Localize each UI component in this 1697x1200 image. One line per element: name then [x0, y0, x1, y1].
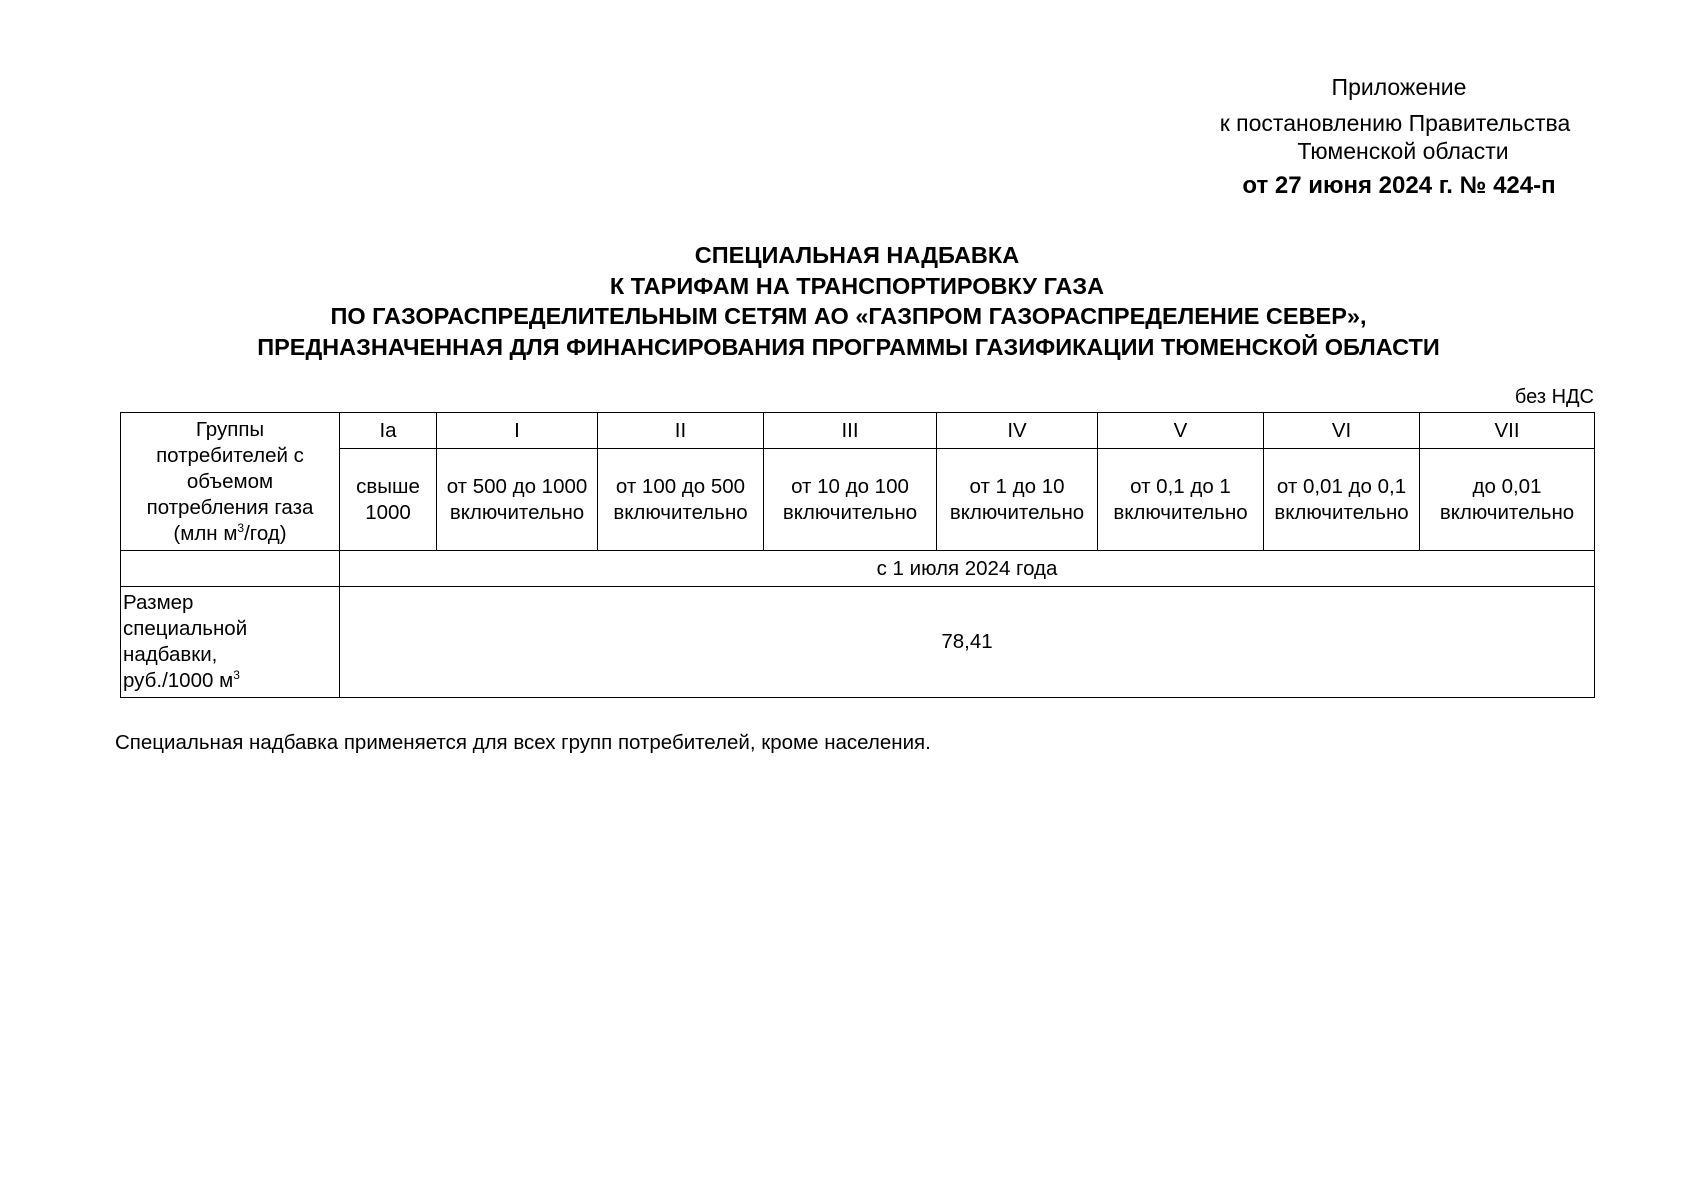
group-code-cell: II [598, 413, 764, 449]
group-range-cell: от 10 до 100 включительно [764, 449, 937, 551]
period-empty-cell [121, 551, 340, 587]
group-range-cell: от 1 до 10 включительно [937, 449, 1098, 551]
appendix-region: Тюменской области [1297, 138, 1509, 164]
group-code-cell: VII [1420, 413, 1595, 449]
title-line-3: ПО ГАЗОРАСПРЕДЕЛИТЕЛЬНЫМ СЕТЯМ АО «ГАЗПРОМ ГАЗОРАСПРЕДЕЛЕНИЕ СЕВЕР», [330, 303, 1367, 329]
surcharge-size-label: Размер специальной надбавки, руб./1000 $м^3$ [121, 587, 340, 698]
group-range-cell: свыше 1000 [340, 449, 437, 551]
group-range-cell: от 500 до 1000 включительно [437, 449, 598, 551]
appendix-header [1170, 72, 1620, 201]
surcharge-value: 78,41 [340, 587, 1595, 698]
group-range-cell: от 0,01 до 0,1 включительно [1264, 449, 1420, 551]
title-line-2: К ТАРИФАМ НА ТРАНСПОРТИРОВКУ ГАЗА [609, 272, 1105, 299]
group-code-cell: V [1098, 413, 1264, 449]
group-code-cell: I [437, 413, 598, 449]
group-ranges-row [121, 449, 1595, 551]
period-row [121, 551, 1595, 587]
group-range-cell: от 0,1 до 1 включительно [1098, 449, 1264, 551]
group-code-cell: Ia [340, 413, 437, 449]
footer-note: Специальная надбавка применяется для всех групп потребителей, кроме населения. [115, 731, 931, 754]
group-codes-row [121, 413, 1595, 449]
appendix-resolution: к постановлению Правительства [1219, 110, 1571, 136]
group-code-cell: IV [937, 413, 1098, 449]
group-code-cell: VI [1264, 413, 1420, 449]
surcharge-row [121, 587, 1595, 698]
consumer-groups-header: Группы потребителей с объемом потребления газа (млн $м^3/год$) [121, 413, 340, 551]
group-code-cell: III [764, 413, 937, 449]
tariff-table [120, 412, 1595, 698]
document-title [0, 240, 1697, 362]
appendix-label: Приложение [1331, 74, 1467, 100]
group-range-cell: до 0,01 включительно [1420, 449, 1595, 551]
title-line-4: ПРЕДНАЗНАЧЕННАЯ ДЛЯ ФИНАНСИРОВАНИЯ ПРОГРАММЫ ГАЗИФИКАЦИИ ТЮМЕНСКОЙ ОБЛАСТИ [257, 333, 1440, 360]
title-line-1: СПЕЦИАЛЬНАЯ НАДБАВКА [694, 242, 1020, 268]
group-range-cell: от 100 до 500 включительно [598, 449, 764, 551]
period-cell: с 1 июля 2024 года [340, 551, 1595, 587]
vat-note: без НДС [1514, 386, 1594, 408]
appendix-date-number: от 27 июня 2024 г. № 424-п [1242, 172, 1556, 199]
